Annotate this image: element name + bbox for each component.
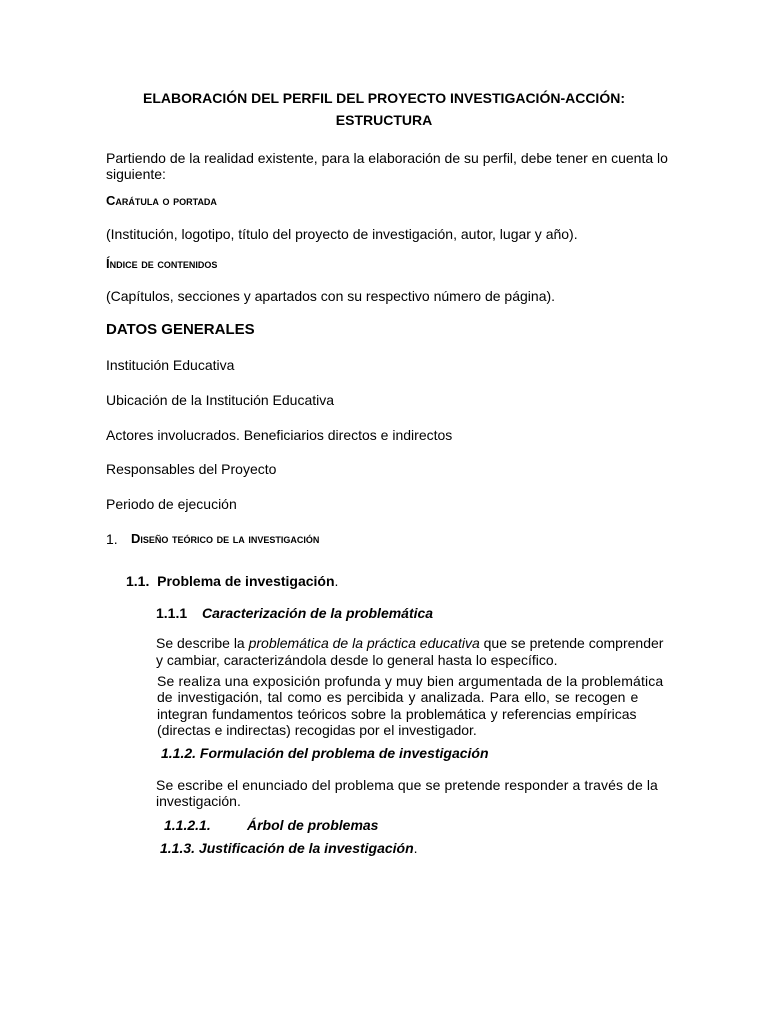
section1-number: 1. bbox=[106, 531, 118, 547]
s1-1-2-heading: 1.1.2. Formulación del problema de investigación bbox=[161, 745, 489, 761]
datos-generales-heading: DATOS GENERALES bbox=[106, 321, 255, 338]
s1-1-1-p2-line4: (directas e indirectas) recogidas por el investigador. bbox=[157, 722, 477, 738]
datos-item-periodo: Periodo de ejecución bbox=[106, 496, 237, 512]
s1-1-3-heading bbox=[160, 840, 418, 856]
s1-1-suffix: . bbox=[334, 573, 339, 589]
caratula-text: (Institución, logotipo, título del proyecto de investigación, autor, lugar y año). bbox=[106, 226, 578, 242]
datos-item-ubicacion: Ubicación de la Institución Educativa bbox=[106, 392, 335, 408]
s1-1-2-1-number: 1.1.2.1. bbox=[164, 817, 211, 833]
datos-item-institucion: Institución Educativa bbox=[106, 357, 235, 373]
p1-italic: problemática de la práctica educativa bbox=[248, 635, 480, 651]
s1-1-3-suffix: . bbox=[413, 840, 418, 856]
document-title-line1: ELABORACIÓN DEL PERFIL DEL PROYECTO INVESTIGACIÓN-ACCIÓN: bbox=[142, 90, 625, 106]
s1-1-1-p1-line1 bbox=[156, 635, 663, 652]
document-title-line2: ESTRUCTURA bbox=[335, 112, 433, 128]
s1-1-2-p-line2: investigación. bbox=[156, 793, 241, 809]
s1-1-2-1-heading: Árbol de problemas bbox=[247, 817, 379, 833]
caratula-heading: Carátula o portada bbox=[106, 193, 217, 208]
intro-line2: siguiente: bbox=[106, 166, 166, 182]
s1-1-heading bbox=[126, 573, 338, 589]
s1-1-number: 1.1. bbox=[126, 573, 150, 589]
s1-1-1-p2-line3: integran fundamentos teóricos sobre la problemática y referencias empíricas bbox=[157, 706, 637, 722]
indice-heading: Índice de contenidos bbox=[106, 256, 218, 271]
s1-1-1-heading: Caracterización de la problemática bbox=[202, 605, 434, 621]
s1-1-title: Problema de investigación bbox=[157, 573, 335, 589]
p1-prefix: Se describe la bbox=[156, 635, 249, 651]
datos-item-actores: Actores involucrados. Beneficiarios directos e indirectos bbox=[106, 427, 453, 443]
s1-1-2-p-line1: Se escribe el enunciado del problema que se pretende responder a través de la bbox=[156, 777, 658, 793]
p1-suffix: que se pretende comprender bbox=[479, 635, 664, 651]
s1-1-3-title: 1.1.3. Justificación de la investigación bbox=[160, 840, 414, 856]
s1-1-1-p2-line2: de investigación, tal como es percibida y analizada. Para ello, se recogen e bbox=[157, 689, 639, 705]
datos-item-responsables: Responsables del Proyecto bbox=[106, 461, 277, 477]
indice-text: (Capítulos, secciones y apartados con su respectivo número de página). bbox=[106, 288, 556, 304]
intro-line1: Partiendo de la realidad existente, para la elaboración de su perfil, debe tener en cuenta lo bbox=[106, 150, 668, 166]
s1-1-1-p1-line2: y cambiar, caracterizándola desde lo general hasta lo específico. bbox=[156, 652, 558, 668]
s1-1-1-number: 1.1.1 bbox=[156, 605, 188, 621]
s1-1-1-p2-line1: Se realiza una exposición profunda y muy bien argumentada de la problemática bbox=[157, 673, 664, 689]
section1-heading: Diseño teórico de la investigación bbox=[131, 531, 320, 546]
